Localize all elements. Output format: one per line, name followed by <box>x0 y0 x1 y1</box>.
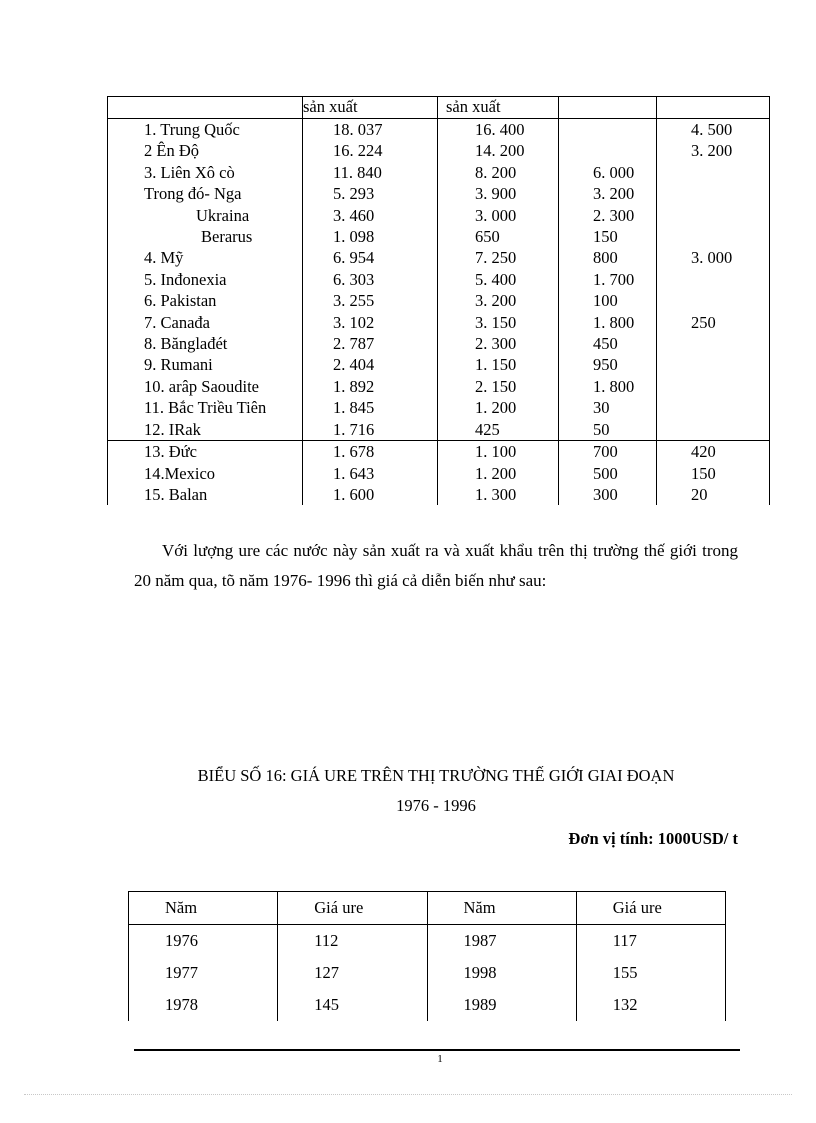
value-cell: 7. 250 <box>438 247 559 268</box>
table-row <box>108 226 770 247</box>
country-name-cell: 1. Trung Quốc <box>108 119 303 141</box>
table-row <box>108 484 770 505</box>
value-cell: 11. 840 <box>303 162 438 183</box>
year-cell: 1977 <box>129 957 278 989</box>
value-cell: 1. 100 <box>438 441 559 463</box>
value-cell: 2. 300 <box>438 333 559 354</box>
year-cell: 1989 <box>427 989 576 1021</box>
price-cell: 132 <box>576 989 725 1021</box>
value-cell: 300 <box>559 484 657 505</box>
table-row <box>108 205 770 226</box>
production-table <box>107 96 770 505</box>
value-cell: 3. 200 <box>559 183 657 204</box>
table-row <box>129 957 726 989</box>
country-name-cell: 11. Bắc Triều Tiên <box>108 397 303 418</box>
value-cell: 5. 400 <box>438 269 559 290</box>
value-cell: 3. 150 <box>438 312 559 333</box>
value-cell: 1. 892 <box>303 376 438 397</box>
value-cell: 1. 300 <box>438 484 559 505</box>
country-name-cell: 9. Rumani <box>108 354 303 375</box>
table-row <box>108 463 770 484</box>
value-cell: 420 <box>657 441 770 463</box>
production-table-header <box>108 97 770 119</box>
value-cell: 1. 150 <box>438 354 559 375</box>
country-name-cell: 3. Liên Xô cò <box>108 162 303 183</box>
table-row <box>108 290 770 311</box>
year-cell: 1987 <box>427 925 576 958</box>
value-cell: 2. 150 <box>438 376 559 397</box>
value-cell: 3. 200 <box>657 140 770 161</box>
chart-title <box>134 761 738 821</box>
page-number: 1 <box>437 1053 443 1065</box>
value-cell: 6. 954 <box>303 247 438 268</box>
value-cell: 3. 000 <box>438 205 559 226</box>
country-name-cell: 13. Đức <box>108 441 303 463</box>
value-cell: 1. 716 <box>303 419 438 441</box>
value-cell: 800 <box>559 247 657 268</box>
country-name-cell: 15. Balan <box>108 484 303 505</box>
country-name-cell: 2 Ên Độ <box>108 140 303 161</box>
value-cell: 16. 400 <box>438 119 559 141</box>
table-row <box>108 312 770 333</box>
value-cell: 500 <box>559 463 657 484</box>
table-row <box>108 354 770 375</box>
value-cell: 1. 800 <box>559 376 657 397</box>
country-name-cell: Ukraina <box>108 205 303 226</box>
year-cell: 1978 <box>129 989 278 1021</box>
unit-label: Đơn vị tính: 1000USD/ t <box>568 829 738 848</box>
country-name-cell: 6. Pakistan <box>108 290 303 311</box>
value-cell <box>657 162 770 183</box>
value-cell: 150 <box>657 463 770 484</box>
value-cell: 3. 900 <box>438 183 559 204</box>
header-cell <box>108 97 303 119</box>
value-cell <box>657 183 770 204</box>
price-cell: 112 <box>278 925 427 958</box>
value-cell <box>559 119 657 141</box>
price-header-cell: Năm <box>427 892 576 925</box>
country-name-cell: 12. IRak <box>108 419 303 441</box>
value-cell: 20 <box>657 484 770 505</box>
value-cell <box>657 419 770 441</box>
price-table-header <box>129 892 726 925</box>
value-cell: 5. 293 <box>303 183 438 204</box>
country-name-cell: 8. Bănglađét <box>108 333 303 354</box>
value-cell: 1. 678 <box>303 441 438 463</box>
price-header-cell: Giá ure <box>278 892 427 925</box>
value-cell: 1. 600 <box>303 484 438 505</box>
value-cell <box>559 140 657 161</box>
price-cell: 145 <box>278 989 427 1021</box>
header-cell <box>559 97 657 119</box>
country-name-cell: 10. arâp Saoudite <box>108 376 303 397</box>
value-cell: 3. 255 <box>303 290 438 311</box>
table-row <box>108 269 770 290</box>
header-cell: sản xuất <box>438 97 559 119</box>
value-cell: 150 <box>559 226 657 247</box>
value-cell: 8. 200 <box>438 162 559 183</box>
chart-title-line1: BIỂU SỐ 16: GIÁ URE TRÊN THỊ TRƯỜNG THẾ GIỚI GIAI ĐOẠN <box>197 766 675 785</box>
table-row <box>108 247 770 268</box>
value-cell: 30 <box>559 397 657 418</box>
price-cell: 155 <box>576 957 725 989</box>
value-cell: 16. 224 <box>303 140 438 161</box>
price-cell: 117 <box>576 925 725 958</box>
value-cell: 1. 200 <box>438 463 559 484</box>
chart-title-line2: 1976 - 1996 <box>396 796 476 815</box>
header-cell: sản xuất <box>303 97 438 119</box>
value-cell: 650 <box>438 226 559 247</box>
price-header-cell: Giá ure <box>576 892 725 925</box>
value-cell: 1. 845 <box>303 397 438 418</box>
value-cell <box>657 376 770 397</box>
footer-rule <box>134 1049 740 1051</box>
paragraph-text: Với lượng ure các nước này sản xuất ra và xuất khẩu trên thị trường thế giới trong 20 năm qua, tõ năm 1976- 1996 thì giá cả diễn biến như sau: <box>134 541 738 590</box>
value-cell <box>657 205 770 226</box>
country-name-cell: 4. Mỹ <box>108 247 303 268</box>
value-cell: 14. 200 <box>438 140 559 161</box>
table-row <box>129 925 726 958</box>
value-cell: 2. 787 <box>303 333 438 354</box>
value-cell: 1. 098 <box>303 226 438 247</box>
value-cell: 425 <box>438 419 559 441</box>
value-cell <box>657 226 770 247</box>
country-name-cell: Trong đó- Nga <box>108 183 303 204</box>
value-cell: 100 <box>559 290 657 311</box>
price-table-body <box>129 892 726 1022</box>
value-cell <box>657 269 770 290</box>
value-cell <box>657 354 770 375</box>
body-paragraph <box>134 536 738 596</box>
country-name-cell: 5. Inđonexia <box>108 269 303 290</box>
value-cell: 18. 037 <box>303 119 438 141</box>
value-cell: 3. 000 <box>657 247 770 268</box>
table-row <box>108 162 770 183</box>
value-cell: 450 <box>559 333 657 354</box>
price-cell: 127 <box>278 957 427 989</box>
production-table-body <box>108 97 770 506</box>
page-bottom-border <box>24 1094 792 1095</box>
value-cell: 1. 700 <box>559 269 657 290</box>
table-row <box>108 376 770 397</box>
country-name-cell: 7. Canađa <box>108 312 303 333</box>
value-cell: 50 <box>559 419 657 441</box>
value-cell: 2. 404 <box>303 354 438 375</box>
table-row <box>108 397 770 418</box>
year-cell: 1998 <box>427 957 576 989</box>
value-cell <box>657 290 770 311</box>
year-cell: 1976 <box>129 925 278 958</box>
value-cell: 6. 303 <box>303 269 438 290</box>
value-cell: 700 <box>559 441 657 463</box>
country-name-cell: 14.Mexico <box>108 463 303 484</box>
table-row <box>129 989 726 1021</box>
value-cell: 1. 800 <box>559 312 657 333</box>
value-cell <box>657 397 770 418</box>
value-cell: 1. 643 <box>303 463 438 484</box>
table-row <box>108 441 770 463</box>
price-table <box>128 891 726 1021</box>
price-header-cell: Năm <box>129 892 278 925</box>
table-row <box>108 140 770 161</box>
country-name-cell: Berarus <box>108 226 303 247</box>
table-row <box>108 419 770 441</box>
value-cell: 1. 200 <box>438 397 559 418</box>
value-cell <box>657 333 770 354</box>
value-cell: 950 <box>559 354 657 375</box>
value-cell: 250 <box>657 312 770 333</box>
header-cell <box>657 97 770 119</box>
value-cell: 6. 000 <box>559 162 657 183</box>
value-cell: 3. 200 <box>438 290 559 311</box>
value-cell: 3. 102 <box>303 312 438 333</box>
table-row <box>108 333 770 354</box>
value-cell: 2. 300 <box>559 205 657 226</box>
value-cell: 3. 460 <box>303 205 438 226</box>
table-row <box>108 183 770 204</box>
table-row <box>108 119 770 141</box>
value-cell: 4. 500 <box>657 119 770 141</box>
